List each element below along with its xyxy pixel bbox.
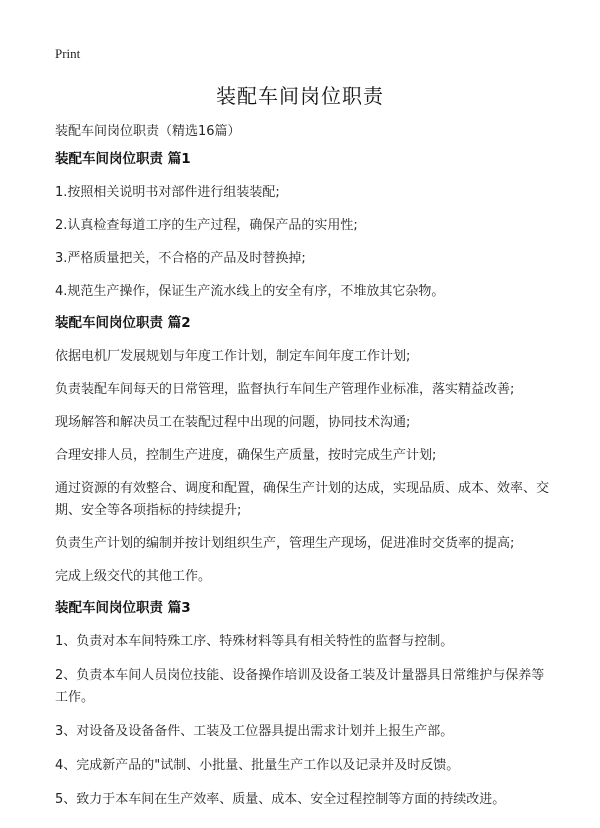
print-label: Print	[55, 46, 81, 61]
document-title: 装配车间岗位职责	[216, 84, 384, 108]
section-1	[55, 150, 555, 303]
paragraph: 4.规范生产操作，保证生产流水线上的安全有序，不堆放其它杂物。	[55, 284, 445, 299]
section-heading: 装配车间岗位职责 篇2	[55, 315, 191, 331]
paragraph: 5、致力于本车间在生产效率、质量、成本、安全过程控制等方面的持续改进。	[55, 792, 506, 807]
paragraph: 通过资源的有效整合、调度和配置，确保生产计划的达成，实现品质、成本、效率、交期、安全等各项指标的持续提升;	[55, 481, 550, 518]
document-body	[55, 150, 555, 823]
section-2	[55, 314, 555, 588]
paragraph: 2、负责本车间人员岗位技能、设备操作培训及设备工装及计量器具日常维护与保养等工作。	[55, 668, 545, 705]
paragraph: 现场解答和解决员工在装配过程中出现的问题，协同技术沟通;	[55, 415, 411, 430]
paragraph: 合理安排人员，控制生产进度，确保生产质量，按时完成生产计划;	[55, 448, 437, 463]
section-heading: 装配车间岗位职责 篇1	[55, 151, 191, 167]
paragraph: 2.认真检查每道工序的生产过程，确保产品的实用性;	[55, 218, 358, 233]
paragraph: 完成上级交代的其他工作。	[55, 569, 212, 584]
paragraph: 1、负责对本车间特殊工序、特殊材料等具有相关特性的监督与控制。	[55, 634, 454, 649]
paragraph: 1.按照相关说明书对部件进行组装装配;	[55, 185, 280, 200]
paragraph: 负责生产计划的编制并按计划组织生产，管理生产现场，促进准时交货率的提高;	[55, 536, 515, 551]
paragraph: 3、对设备及设备备件、工装及工位器具提出需求计划并上报生产部。	[55, 724, 454, 739]
section-3	[55, 599, 555, 811]
paragraph: 4、完成新产品的"试制、小批量、批量生产工作以及记录并及时反馈。	[55, 758, 460, 773]
paragraph: 依据电机厂发展规划与年度工作计划，制定车间年度工作计划;	[55, 349, 411, 364]
section-heading: 装配车间岗位职责 篇3	[55, 600, 191, 616]
paragraph: 负责装配车间每天的日常管理，监督执行车间生产管理作业标准，落实精益改善;	[55, 382, 515, 397]
paragraph: 3.严格质量把关，不合格的产品及时替换掉;	[55, 251, 306, 266]
document-subtitle: 装配车间岗位职责（精选16篇）	[55, 124, 241, 139]
